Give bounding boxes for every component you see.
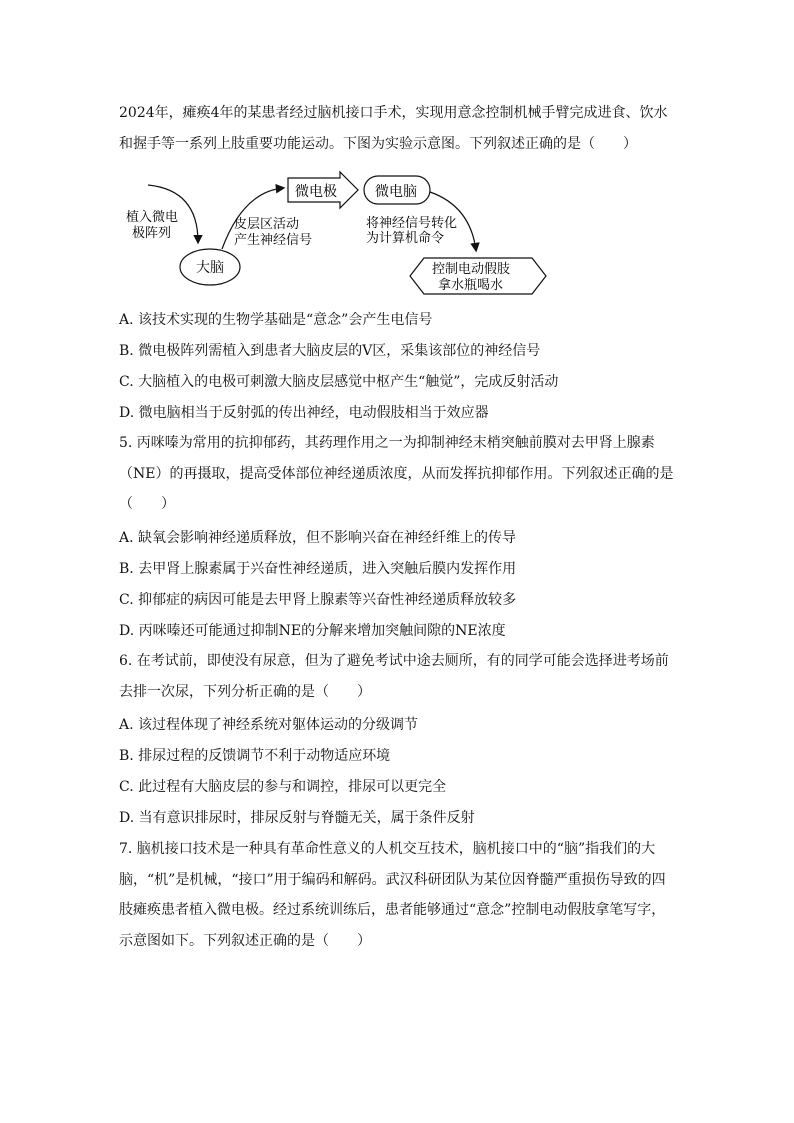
convert-label-2: 为计算机命令 <box>366 231 445 246</box>
q6-option-c[interactable]: C. 此过程有大脑皮层的参与和调控，排尿可以更完全 <box>119 779 447 795</box>
q5-stem-line-1: 5. 丙咪嗪为常用的抗抑郁药，其药理作用之一为抑制神经末梢突触前膜对去甲肾上腺素 <box>119 435 655 451</box>
q7-stem-line-3: 肢瘫痪患者植入微电极。经过系统训练后，患者能够通过“意念”控制电动假肢拿笔写字， <box>119 902 666 918</box>
convert-label-1: 将神经信号转化 <box>366 216 458 231</box>
q5-option-d[interactable]: D. 丙咪嗪还可能通过抑制NE的分解来增加突触间隙的NE浓度 <box>119 623 506 639</box>
cortex-label-1: 皮层区活动 <box>234 217 300 232</box>
cortex-label-2: 产生神经信号 <box>234 233 313 248</box>
q4-option-b[interactable]: B. 微电极阵列需植入到患者大脑皮层的V区，采集该部位的神经信号 <box>119 343 541 359</box>
q5-option-c[interactable]: C. 抑郁症的病因可能是去甲肾上腺素等兴奋性神经递质释放较多 <box>119 592 517 608</box>
q6-stem <box>119 646 679 707</box>
bci-diagram <box>118 170 558 300</box>
limb-label-1: 控制电动假肢 <box>432 262 511 277</box>
q7-stem-line-1: 7. 脑机接口技术是一种具有革命性意义的人机交互技术，脑机接口中的“脑”指我们的大 <box>119 841 656 857</box>
computer-label: 微电脑 <box>375 184 417 200</box>
brain-label: 大脑 <box>196 260 224 276</box>
q5-stem-line-2: （NE）的再摄取，提高受体部位神经递质浓度，从而发挥抗抑郁作用。下列叙述正确的是 <box>119 465 674 482</box>
q5-stem <box>119 428 679 520</box>
q4-stem-line-1: 2024年，瘫痪4年的某患者经过脑机接口手术，实现用意念控制机械手臂完成进食、饮水 <box>119 105 668 121</box>
q6-option-a[interactable]: A. 该过程体现了神经系统对躯体运动的分级调节 <box>119 717 419 733</box>
q4-option-a[interactable]: A. 该技术实现的生物学基础是“意念”会产生电信号 <box>119 312 433 328</box>
electrode-label: 微电极 <box>295 184 337 200</box>
q4-option-c[interactable]: C. 大脑植入的电极可刺激大脑皮层感觉中枢产生“触觉”，完成反射活动 <box>119 374 559 390</box>
q5-option-a[interactable]: A. 缺氧会影响神经递质释放，但不影响兴奋在神经纤维上的传导 <box>119 530 517 546</box>
implant-label-1: 植入微电 <box>126 210 179 225</box>
implant-label-2: 极阵列 <box>132 226 172 241</box>
q6-stem-line-1: 6. 在考试前，即使没有尿意，但为了避免考试中途去厕所，有的同学可能会选择进考场前 <box>119 653 669 669</box>
q4-stem <box>119 98 679 159</box>
q4-stem-line-2: 和握手等一系列上肢重要功能运动。下图为实验示意图。下列叙述正确的是（ ） <box>119 135 637 152</box>
q6-stem-line-2: 去排一次尿，下列分析正确的是（ ） <box>119 683 371 700</box>
q4-option-d[interactable]: D. 微电脑相当于反射弧的传出神经，电动假肢相当于效应器 <box>119 405 489 421</box>
q5-option-b[interactable]: B. 去甲肾上腺素属于兴奋性神经递质，进入突触后膜内发挥作用 <box>119 561 517 577</box>
q5-stem-line-3: （ ） <box>119 496 175 512</box>
q7-stem-line-4: 示意图如下。下列叙述正确的是（ ） <box>119 932 371 949</box>
q7-stem <box>119 834 679 956</box>
q6-option-b[interactable]: B. 排尿过程的反馈调节不利于动物适应环境 <box>119 748 391 764</box>
limb-label-2: 拿水瓶喝水 <box>438 278 504 293</box>
q7-stem-line-2: 脑，“机”是机械，“接口”用于编码和解码。武汉科研团队为某位因脊髓严重损伤导致的四 <box>119 871 666 888</box>
q6-option-d[interactable]: D. 当有意识排尿时，排尿反射与脊髓无关，属于条件反射 <box>119 810 475 826</box>
